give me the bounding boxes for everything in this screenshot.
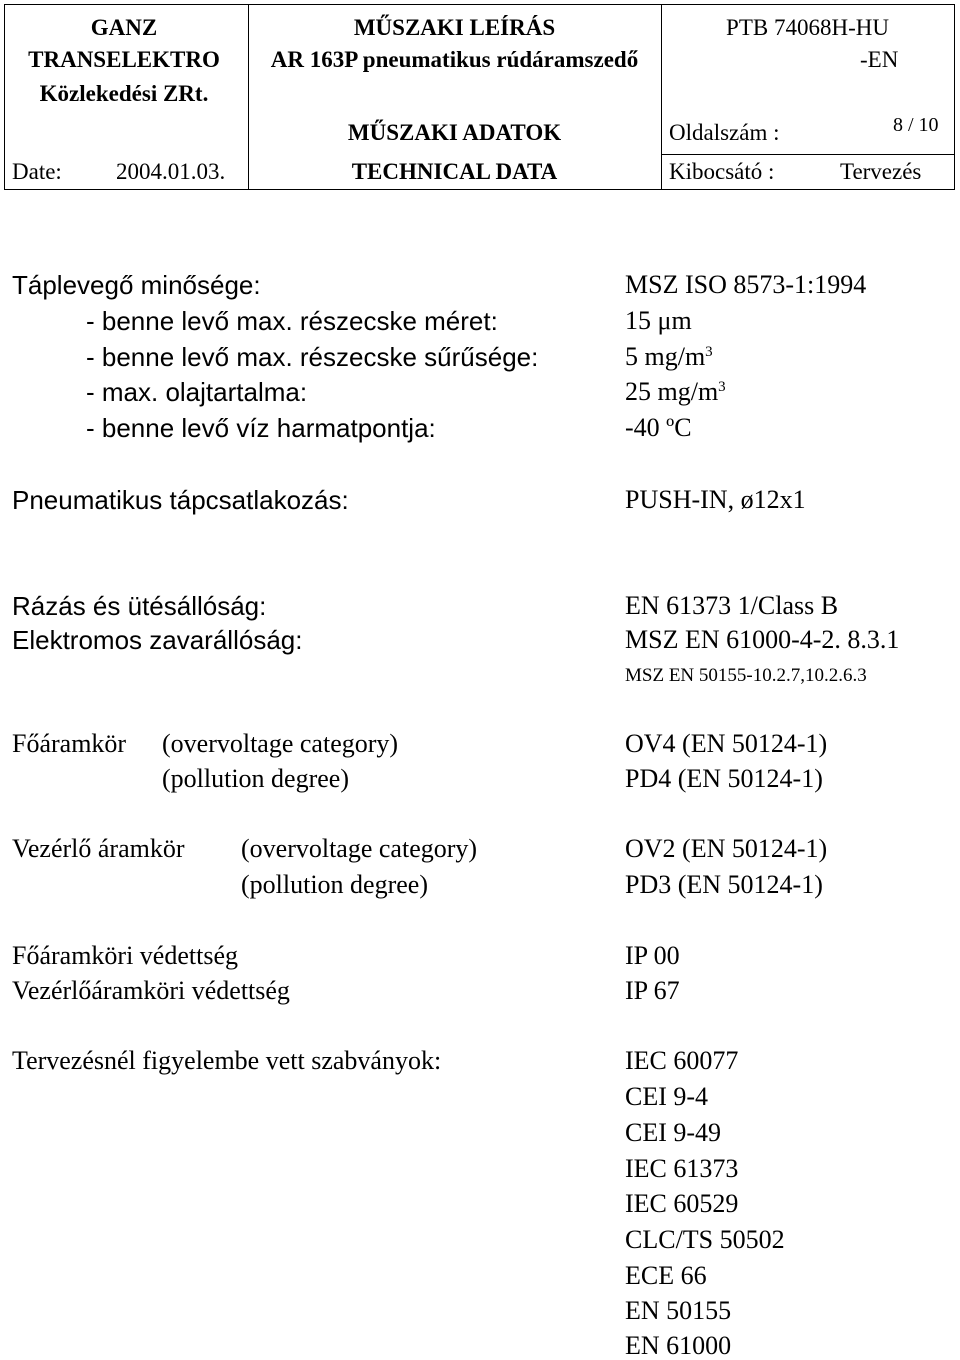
date-label: Date: (12, 159, 62, 184)
control-circuit-ov-value: OV2 (EN 50124-1) (625, 834, 828, 863)
oil-content-value: 25 $mg/m^3$ (625, 377, 726, 406)
dewpoint-label: - benne levő víz harmatpontja: (86, 413, 436, 443)
document-language: -EN (860, 47, 899, 72)
connection-value: PUSH-IN, ø12x1 (625, 485, 806, 514)
header-right-border (954, 4, 955, 190)
page-number-label: Oldalszám : (669, 120, 780, 145)
standard-item: EN 50155 (625, 1296, 732, 1325)
standard-item: EN 61000 (625, 1331, 732, 1360)
standard-item: CLC/TS 50502 (625, 1225, 785, 1254)
document-header (0, 0, 958, 190)
standard-item: CEI 9-49 (625, 1118, 722, 1147)
company-line-3: Közlekedési ZRt. (39, 81, 209, 106)
date-value: 2004.01.03. (116, 159, 226, 184)
air-quality-label: Táplevegő minősége: (12, 270, 261, 300)
standard-item: CEI 9-4 (625, 1082, 709, 1111)
control-protection-value: IP 67 (625, 976, 680, 1005)
issuer-value: Tervezés (840, 159, 922, 184)
particle-size-value: 15 μm (625, 306, 692, 335)
vibration-value: EN 61373 1/Class B (625, 591, 839, 620)
main-circuit-ov-value: OV4 (EN 50124-1) (625, 729, 828, 758)
standards-label: Tervezésnél figyelembe vett szabványok: (12, 1046, 442, 1075)
connection-label: Pneumatikus tápcsatlakozás: (12, 485, 349, 515)
company-line-1: GANZ (90, 15, 158, 40)
control-circuit-pd-label: (pollution degree) (241, 870, 428, 899)
standard-item: ECE 66 (625, 1261, 707, 1290)
issuer-label: Kibocsátó : (669, 159, 775, 184)
control-circuit-label: Vezérlő áramkör (12, 834, 185, 863)
document-code: PTB 74068H-HU (726, 15, 889, 40)
dewpoint-value: -40 ºC (625, 413, 692, 442)
particle-density-label: - benne levő max. részecske sűrűsége: (86, 342, 539, 372)
main-circuit-pd-label: (pollution degree) (162, 764, 349, 793)
header-bottom-border (4, 189, 954, 190)
particle-density-value: 5 $mg/m^3$ (625, 342, 713, 371)
section-title-hu: MŰSZAKI ADATOK (347, 120, 562, 145)
header-page-row-border (661, 154, 954, 155)
emc-value-2: MSZ EN 50155-10.2.7,10.2.6.3 (625, 665, 867, 686)
header-top-border (4, 4, 954, 5)
document-title: MŰSZAKI LEÍRÁS (353, 15, 556, 40)
emc-label: Elektromos zavarállóság: (12, 625, 303, 655)
air-quality-value: MSZ ISO 8573-1:1994 (625, 270, 867, 299)
vibration-label: Rázás és ütésállóság: (12, 591, 267, 621)
control-circuit-ov-label: (overvoltage category) (241, 834, 478, 863)
standard-item: IEC 61373 (625, 1154, 739, 1183)
section-title-en: TECHNICAL DATA (351, 159, 558, 184)
main-circuit-label: Főáramkör (12, 729, 127, 758)
main-protection-label: Főáramköri védettség (12, 941, 238, 970)
emc-value: MSZ EN 61000-4-2. 8.3.1 (625, 625, 900, 654)
main-circuit-ov-label: (overvoltage category) (162, 729, 399, 758)
control-circuit-pd-value: PD3 (EN 50124-1) (625, 870, 823, 899)
main-circuit-pd-value: PD4 (EN 50124-1) (625, 764, 823, 793)
standard-item: IEC 60529 (625, 1189, 739, 1218)
standard-item: IEC 60077 (625, 1046, 739, 1075)
page-number-value: 8 / 10 (893, 114, 939, 136)
oil-content-exponent: 3 (718, 379, 726, 395)
document-subtitle: AR 163P pneumatikus rúdáramszedő (270, 47, 639, 72)
oil-content-label: - max. olajtartalma: (86, 377, 308, 407)
company-line-2: TRANSELEKTRO (28, 47, 220, 72)
particle-size-label: - benne levő max. részecske méret: (86, 306, 498, 336)
particle-density-exponent: 3 (705, 344, 713, 360)
control-protection-label: Vezérlőáramköri védettség (12, 976, 290, 1005)
main-protection-value: IP 00 (625, 941, 680, 970)
